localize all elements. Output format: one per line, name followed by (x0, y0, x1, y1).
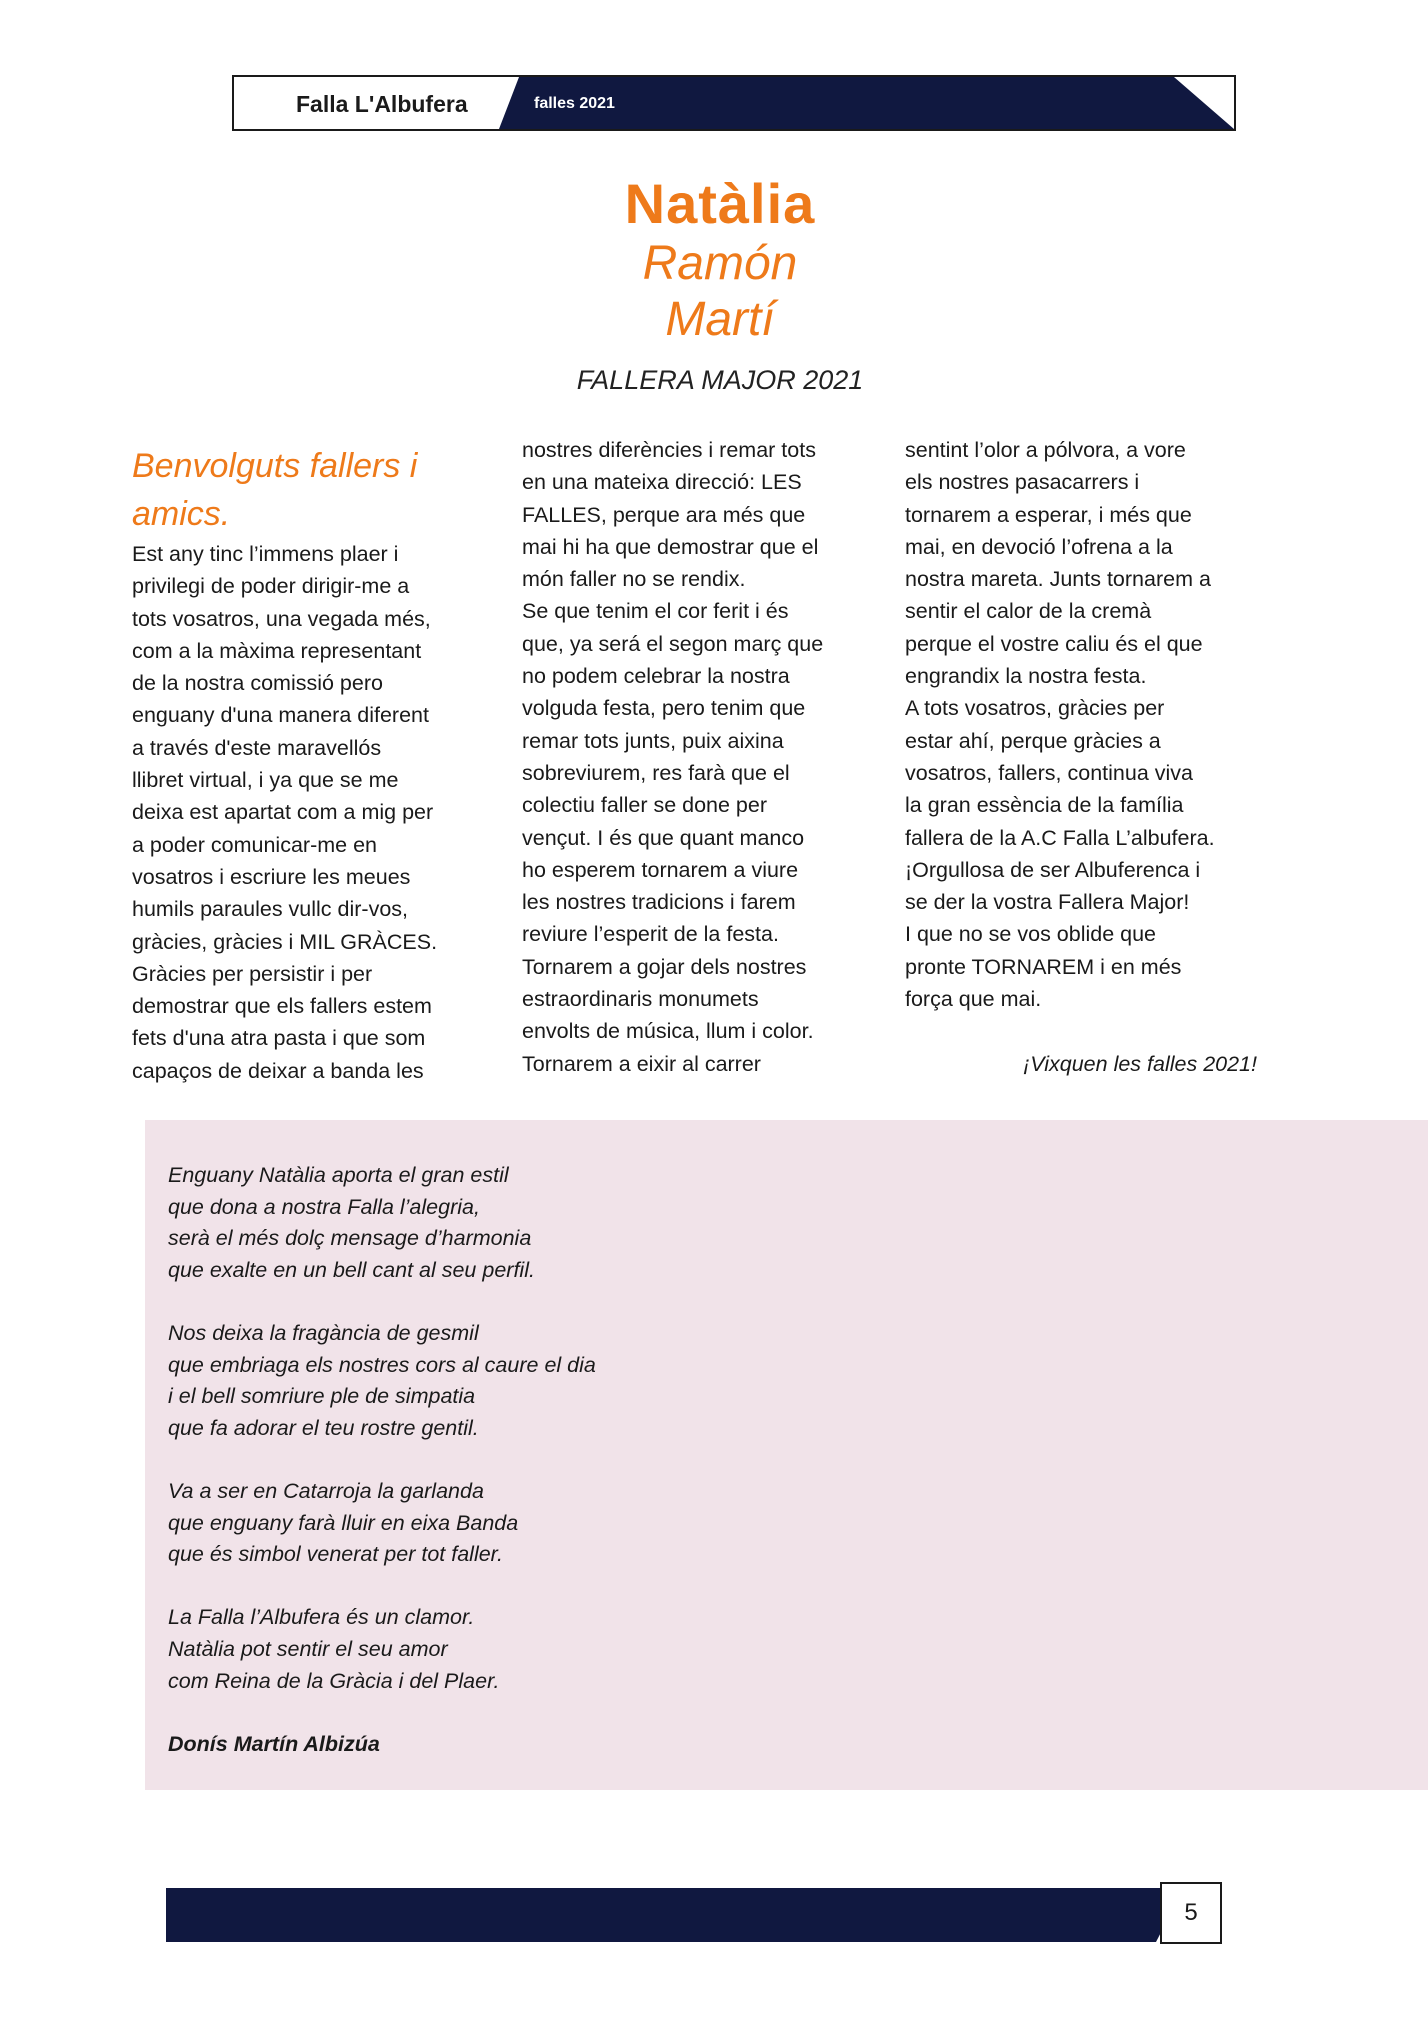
letter-line: llibret virtual, i ya que se me (132, 768, 399, 793)
letter-line: nostres diferències i remar tots (522, 438, 816, 462)
poem-line: Va a ser en Catarroja la garlanda (168, 1478, 484, 1503)
letter-closing: ¡Vixquen les falles 2021! (1023, 1052, 1257, 1076)
letter-line: Tornarem a eixir al carrer (522, 1051, 761, 1076)
letter-line: envolts de música, llum i color. (522, 1019, 814, 1044)
letter-line: enguany d'una manera diferent (132, 703, 429, 728)
letter-line: vosatros i escriure les meues (132, 864, 411, 889)
header-banner (232, 75, 1236, 131)
letter-line: FALLES, perque ara més que (522, 502, 806, 527)
poem-line: que embriaga els nostres cors al caure el dia (168, 1352, 596, 1377)
poem-line: que dona a nostra Falla l’alegria, (168, 1194, 480, 1219)
poem-line: Enguany Natàlia aporta el gran estil (168, 1163, 509, 1187)
poem-stanza (168, 1318, 868, 1444)
letter-line: força que mai. (905, 987, 1042, 1012)
poem-author: Donís Martín Albizúa (168, 1731, 380, 1756)
letter-line: fallera de la A.C Falla L’albufera. (905, 825, 1215, 850)
letter-line: nostra mareta. Junts tornarem a (905, 567, 1211, 592)
letter-line: mai hi ha que demostrar que el (522, 534, 819, 559)
letter-line: estraordinaris monumets (522, 987, 759, 1012)
letter-line: colectiu faller se done per (522, 793, 768, 818)
letter-line: A tots vosatros, gràcies per (905, 696, 1165, 721)
role-subtitle: FALLERA MAJOR 2021 (576, 365, 864, 395)
letter-line: pronte TORNAREM i en més (905, 954, 1182, 979)
poem-stanza (168, 1602, 868, 1697)
letter-line: privilegi de poder dirigir-me a (132, 574, 410, 599)
letter-line: gràcies, gràcies i MIL GRÀCES. (132, 929, 438, 954)
letter-line: Est any tinc l’immens plaer i (132, 542, 399, 566)
letter-line: Tornarem a gojar dels nostres (522, 954, 807, 979)
letter-column-3 (905, 434, 1270, 1015)
letter-line: I que no se vos oblide que (905, 922, 1157, 947)
letter-line: a poder comunicar-me en (132, 832, 377, 857)
letter-line: estar ahí, perque gràcies a (905, 728, 1161, 753)
letter-line: la gran essència de la família (905, 793, 1184, 818)
footer-bar (166, 1888, 1184, 1942)
letter-line: reviure l’esperit de la festa. (522, 922, 779, 947)
poem-line: que és simbol venerat per tot faller. (168, 1542, 504, 1567)
letter-line: món faller no se rendix. (522, 567, 746, 592)
letter-line: volguda festa, pero tenim que (522, 696, 806, 721)
poem-line: serà el més dolç mensage d’harmonia (168, 1226, 532, 1251)
poem-stanzas (168, 1160, 868, 1697)
poem-line: que exalte en un bell cant al seu perfil. (168, 1257, 535, 1282)
letter-line: els nostres pasacarrers i (905, 470, 1140, 495)
letter-line: de la nostra comissió pero (132, 671, 383, 696)
letter-line: capaços de deixar a banda les (132, 1058, 424, 1083)
letter-line: perque el vostre caliu és el que (905, 631, 1203, 656)
poem-line: La Falla l’Albufera és un clamor. (168, 1605, 475, 1630)
poem-line: que fa adorar el teu rostre gentil. (168, 1415, 479, 1440)
letter-line: sentir el calor de la cremà (905, 599, 1152, 624)
letter-column-2 (522, 434, 877, 1080)
letter-line: vosatros, fallers, continua viva (905, 760, 1193, 785)
letter-line: Se que tenim el cor ferit i és (522, 599, 789, 624)
letter-line: que, ya será el segon març que (522, 631, 824, 656)
letter-line: ¡Orgullosa de ser Albuferenca i (905, 857, 1201, 882)
poem-line: Nos deixa la fragància de gesmil (168, 1320, 479, 1345)
letter-line: a través d'este maravellós (132, 735, 382, 760)
header-year-label: falles 2021 (534, 95, 615, 112)
letter-line: demostrar que els fallers estem (132, 994, 432, 1019)
page-number: 5 (1160, 1882, 1222, 1944)
letter-line: sobreviurem, res farà que el (522, 760, 790, 785)
letter-line: deixa est apartat com a mig per (132, 800, 434, 825)
letter-line: vençut. I és que quant manco (522, 825, 805, 850)
poem-line: que enguany farà lluir en eixa Banda (168, 1510, 519, 1535)
letter-line: ho esperem tornarem a viure (522, 857, 799, 882)
title-block (520, 172, 920, 348)
letter-line: tornarem a esperar, i més que (905, 502, 1192, 527)
header-org-name: Falla L'Albufera (296, 91, 468, 117)
letter-column-1 (132, 538, 477, 1087)
poem-stanza (168, 1476, 868, 1571)
letter-line: sentint l’olor a pólvora, a vore (905, 438, 1186, 462)
poem-stanza (168, 1160, 868, 1286)
name-third: Martí (665, 293, 775, 346)
letter-line: engrandix la nostra festa. (905, 664, 1147, 689)
poem (168, 1160, 868, 1760)
name-second: Ramón (642, 237, 798, 290)
poem-line: i el bell somriure ple de simpatia (168, 1384, 476, 1409)
name-first: Natàlia (624, 172, 816, 235)
letter-line: humils paraules vullc dir-vos, (132, 897, 409, 922)
letter-line: remar tots junts, puix aixina (522, 728, 784, 753)
letter-line: les nostres tradicions i farem (522, 890, 796, 915)
letter-line: no podem celebrar la nostra (522, 664, 790, 689)
letter-line: se der la vostra Fallera Major! (905, 890, 1190, 915)
letter-line: en una mateixa direcció: LES (522, 470, 802, 495)
letter-line: Gràcies per persistir i per (132, 961, 373, 986)
poem-line: com Reina de la Gràcia i del Plaer. (168, 1668, 500, 1693)
letter-line: tots vosatros, una vegada més, (132, 606, 431, 631)
poem-line: Natàlia pot sentir el seu amor (168, 1636, 448, 1661)
letter-greeting: Benvolguts fallers i amics. (132, 447, 418, 533)
letter-line: com a la màxima representant (132, 638, 422, 663)
letter-line: mai, en devoció l’ofrena a la (905, 534, 1173, 559)
letter-line: fets d'una atra pasta i que som (132, 1026, 426, 1051)
